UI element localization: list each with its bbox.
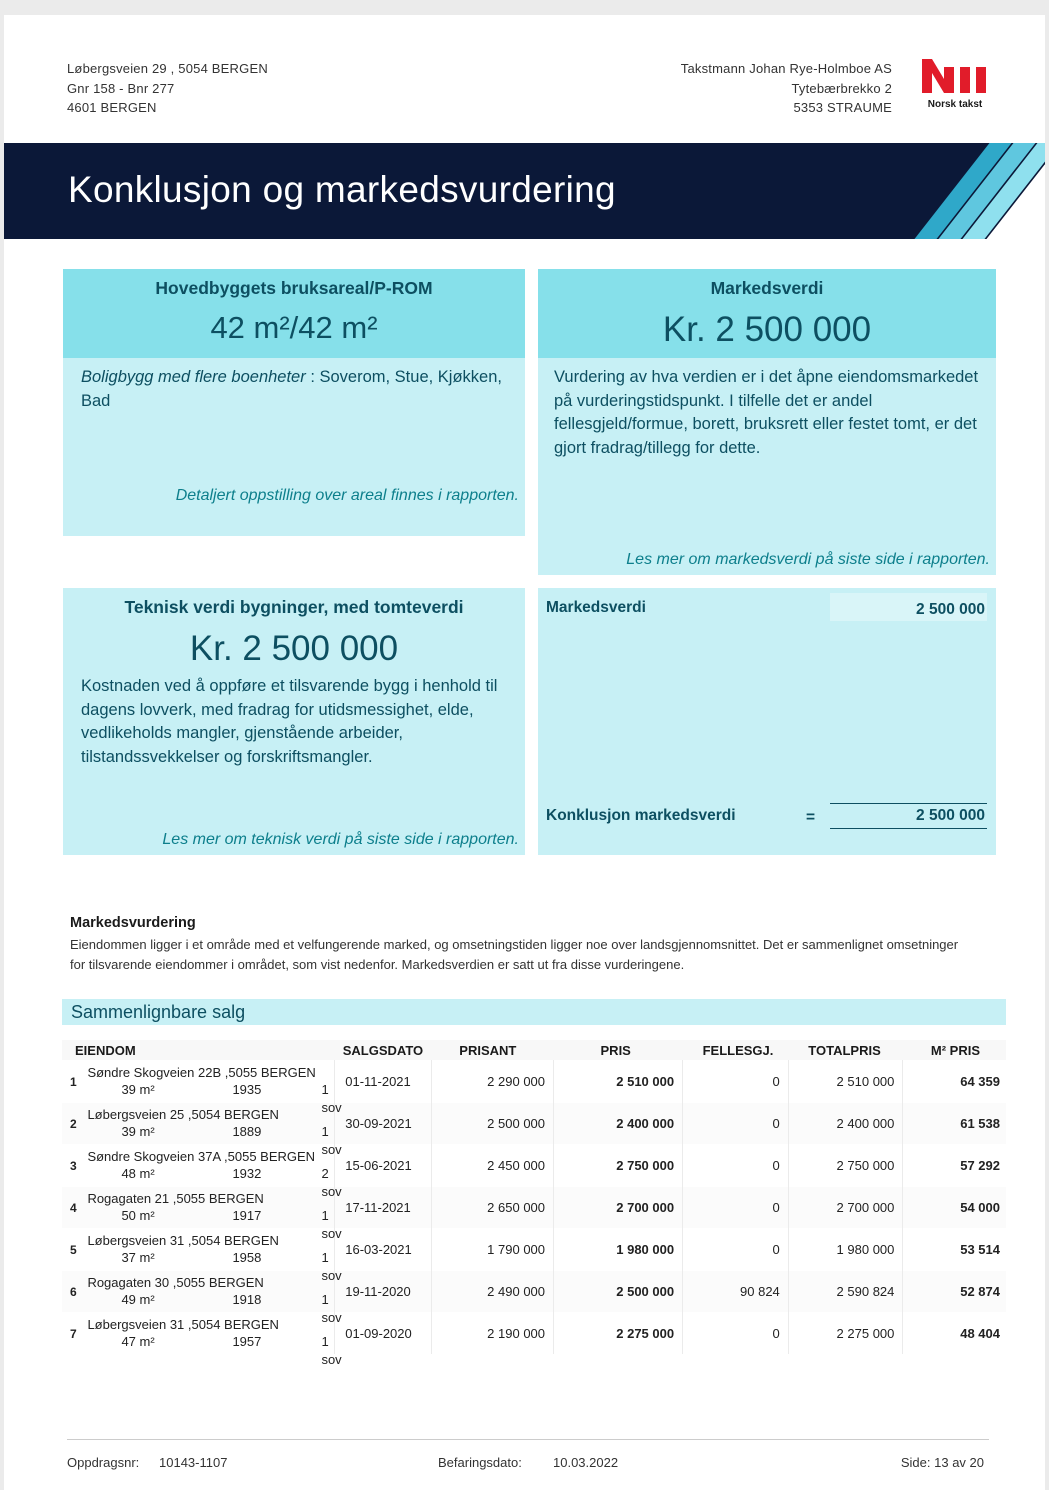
comp-address: Rogagaten 21 ,5055 BERGEN	[87, 1191, 264, 1206]
comp-sqm-price: 64 359	[903, 1061, 1006, 1103]
comp-sqm-price: 61 538	[903, 1103, 1006, 1145]
table-row	[62, 1103, 1006, 1145]
property-address-block	[67, 59, 268, 118]
assignment-label: Oppdragsnr:	[67, 1455, 140, 1470]
table-row	[62, 1187, 1006, 1229]
comp-address: Rogagaten 30 ,5055 BERGEN	[87, 1275, 264, 1290]
title-banner	[4, 143, 1045, 239]
market-value-box	[538, 269, 996, 575]
comp-sale-date: 17-11-2021	[335, 1187, 432, 1229]
footer-divider	[67, 1439, 989, 1440]
technical-value-header	[63, 588, 525, 669]
comp-asking-price: 2 450 000	[431, 1145, 553, 1187]
comp-asking-price: 1 790 000	[431, 1229, 553, 1271]
area-box-title: Hovedbyggets bruksareal/P-ROM	[155, 278, 433, 298]
col-shared-debt: FELLESGJ.	[683, 1040, 789, 1061]
comp-sale-date: 01-11-2021	[335, 1061, 432, 1103]
property-cell	[87, 1313, 342, 1367]
area-description	[63, 358, 525, 413]
row-number: 1	[62, 1061, 87, 1103]
conclusion-value: 2 500 000	[830, 803, 987, 829]
table-row	[62, 1229, 1006, 1271]
comp-shared-debt: 0	[683, 1313, 789, 1355]
row-number: 6	[62, 1271, 87, 1313]
equals-sign: =	[806, 809, 816, 826]
comp-rooms: 1 sov	[321, 1208, 342, 1241]
comp-area: 48 m²	[121, 1166, 155, 1181]
market-value-header	[538, 269, 996, 358]
comp-price: 2 510 000	[554, 1061, 683, 1103]
comp-price: 2 750 000	[554, 1145, 683, 1187]
row-number: 7	[62, 1313, 87, 1355]
comp-sqm-price: 52 874	[903, 1271, 1006, 1313]
assignment-number: 10143-1107	[159, 1455, 228, 1470]
comp-rooms: 1 sov	[321, 1124, 342, 1157]
page-number: Side: 13 av 20	[900, 1455, 984, 1470]
comp-year: 1932	[232, 1166, 262, 1181]
comp-sqm-price: 53 514	[903, 1229, 1006, 1271]
area-value: 42 m²/42 m²	[210, 310, 378, 345]
comp-price: 2 500 000	[554, 1271, 683, 1313]
comparables-header	[62, 999, 1006, 1025]
comp-area: 49 m²	[121, 1292, 155, 1307]
comp-price: 1 980 000	[554, 1229, 683, 1271]
comp-rooms: 1 sov	[321, 1292, 342, 1325]
col-sqm-price: M² PRIS	[903, 1040, 1006, 1061]
comp-total-price: 2 510 000	[788, 1061, 903, 1103]
comparables-table	[62, 1040, 1006, 1367]
col-sale-date: SALGSDATO	[335, 1040, 432, 1061]
table-header-row	[62, 1040, 1006, 1061]
col-total-price: TOTALPRIS	[788, 1040, 903, 1061]
summary-market-value-label: Markedsverdi	[546, 599, 646, 616]
inspection-date: 10.03.2022	[553, 1455, 619, 1470]
row-number: 5	[62, 1229, 87, 1271]
market-value-more-link: Les mer om markedsverdi på siste side i rapporten.	[626, 551, 990, 568]
row-number: 4	[62, 1187, 87, 1229]
report-page	[4, 15, 1045, 1490]
appraiser-street: Tytebærbrekko 2	[791, 80, 892, 96]
comp-rooms: 1 sov	[321, 1250, 342, 1283]
comp-asking-price: 2 190 000	[431, 1313, 553, 1355]
comp-area: 50 m²	[121, 1208, 155, 1223]
comp-total-price: 2 275 000	[788, 1313, 903, 1355]
market-value-amount: Kr. 2 500 000	[662, 310, 872, 349]
conclusion-label: Konklusjon markedsverdi	[546, 807, 736, 824]
row-number: 3	[62, 1145, 87, 1187]
comp-rooms: 1 sov	[321, 1334, 342, 1367]
appraiser-name: Takstmann Johan Rye-Holmboe AS	[680, 61, 892, 76]
comp-asking-price: 2 490 000	[431, 1271, 553, 1313]
property-address: Løbergsveien 29 , 5054 BERGEN	[67, 61, 268, 76]
col-price: PRIS	[554, 1040, 683, 1061]
comp-year: 1957	[232, 1334, 262, 1349]
comp-shared-debt: 0	[683, 1229, 789, 1271]
comp-price: 2 700 000	[554, 1187, 683, 1229]
comp-area: 39 m²	[121, 1124, 155, 1139]
comp-sale-date: 19-11-2020	[335, 1271, 432, 1313]
area-box-header	[63, 269, 525, 358]
comp-shared-debt: 0	[683, 1187, 789, 1229]
comp-shared-debt: 0	[683, 1103, 789, 1145]
appraiser-address-block	[681, 59, 892, 118]
comp-year: 1918	[232, 1292, 262, 1307]
page-title: Konklusjon og markedsvurdering	[68, 169, 616, 210]
comp-shared-debt: 0	[683, 1061, 789, 1103]
norsk-takst-logo-icon	[920, 59, 990, 99]
summary-box	[538, 588, 996, 855]
area-more-link: Detaljert oppstilling over areal finnes i rapporten.	[175, 487, 519, 504]
comp-sale-date: 30-09-2021	[335, 1103, 432, 1145]
comp-asking-price: 2 290 000	[431, 1061, 553, 1103]
room-list: : Soverom, Stue, Kjøkken, Bad	[81, 368, 502, 410]
comp-price: 2 400 000	[554, 1103, 683, 1145]
property-municipality: 4601 BERGEN	[67, 100, 157, 115]
comp-shared-debt: 90 824	[683, 1271, 789, 1313]
summary-market-value: 2 500 000	[830, 593, 987, 621]
comp-area: 47 m²	[121, 1334, 155, 1349]
market-assessment-title: Markedsvurdering	[70, 915, 196, 931]
comp-year: 1958	[232, 1250, 262, 1265]
comp-total-price: 2 400 000	[788, 1103, 903, 1145]
comp-sale-date: 16-03-2021	[335, 1229, 432, 1271]
comp-address: Løbergsveien 31 ,5054 BERGEN	[87, 1233, 279, 1248]
comp-sale-date: 15-06-2021	[335, 1145, 432, 1187]
comp-price: 2 275 000	[554, 1313, 683, 1355]
comp-sqm-price: 48 404	[903, 1313, 1006, 1355]
market-assessment-text: Eiendommen ligger i et område med et velfungerende marked, og omsetningstiden ligger noe over landsgjennomsnittet. Det er sammenlignet omsetninger for tilsvarende eiendommer i området, som vist nedenfor. Markedsverdien er satt ut fra disse vurderingene.	[70, 937, 959, 972]
col-property: EIENDOM	[62, 1040, 335, 1061]
building-type: Boligbygg med flere boenheter	[81, 368, 306, 386]
comp-area: 39 m²	[121, 1082, 155, 1097]
market-value-description: Vurdering av hva verdien er i det åpne eiendomsmarkedet på vurderingstidspunkt. I tilfelle det er andel fellesgjeld/formue, borett, bruksrett eller festet tomt, er det gjort fradrag/tillegg for dette.	[554, 368, 979, 457]
comp-area: 37 m²	[121, 1250, 155, 1265]
technical-value-amount: Kr. 2 500 000	[189, 629, 399, 668]
technical-value-box	[63, 588, 525, 855]
comp-sqm-price: 54 000	[903, 1187, 1006, 1229]
comp-sqm-price: 57 292	[903, 1145, 1006, 1187]
comp-details	[87, 1333, 342, 1367]
row-number: 2	[62, 1103, 87, 1145]
comp-total-price: 2 750 000	[788, 1145, 903, 1187]
technical-value-description: Kostnaden ved å oppføre et tilsvarende bygg i henhold til dagens lovverk, med fradrag for utidsmessighet, elde, vedlikeholds mangler, gjenstående arbeider, tilstandssvekkelser og forskriftsmangler.	[81, 677, 498, 766]
comp-total-price: 2 700 000	[788, 1187, 903, 1229]
comp-total-price: 1 980 000	[788, 1229, 903, 1271]
comp-address: Løbergsveien 31 ,5054 BERGEN	[87, 1317, 279, 1332]
area-box	[63, 269, 525, 536]
comp-asking-price: 2 500 000	[431, 1103, 553, 1145]
comp-total-price: 2 590 824	[788, 1271, 903, 1313]
appraiser-city: 5353 STRAUME	[793, 100, 892, 115]
inspection-label: Befaringsdato:	[438, 1455, 522, 1470]
comp-address: Søndre Skogveien 22B ,5055 BERGEN	[87, 1065, 316, 1080]
technical-value-more-link: Les mer om teknisk verdi på siste side i rapporten.	[162, 831, 519, 848]
table-row	[62, 1061, 1006, 1103]
comp-year: 1917	[232, 1208, 262, 1223]
col-asking-price: PRISANT	[431, 1040, 553, 1061]
logo-text: Norsk takst	[927, 99, 983, 110]
comp-rooms: 2 sov	[321, 1166, 342, 1199]
market-value-title: Markedsverdi	[710, 278, 824, 298]
comp-year: 1935	[232, 1082, 262, 1097]
comp-address: Søndre Skogveien 37A ,5055 BERGEN	[87, 1149, 316, 1164]
comp-asking-price: 2 650 000	[431, 1187, 553, 1229]
table-row	[62, 1271, 1006, 1313]
table-row	[62, 1313, 1006, 1355]
comp-rooms: 1 sov	[321, 1082, 342, 1115]
comparables-title: Sammenlignbare salg	[71, 1002, 246, 1022]
comp-year: 1889	[232, 1124, 262, 1139]
comp-shared-debt: 0	[683, 1145, 789, 1187]
property-cadastre: Gnr 158 - Bnr 277	[67, 80, 175, 96]
technical-value-title: Teknisk verdi bygninger, med tomteverdi	[124, 597, 464, 617]
norsk-takst-logo	[920, 59, 990, 113]
comp-address: Løbergsveien 25 ,5054 BERGEN	[87, 1107, 279, 1122]
table-row	[62, 1145, 1006, 1187]
comparables-body	[62, 1061, 1006, 1367]
comp-sale-date: 01-09-2020	[335, 1313, 432, 1355]
